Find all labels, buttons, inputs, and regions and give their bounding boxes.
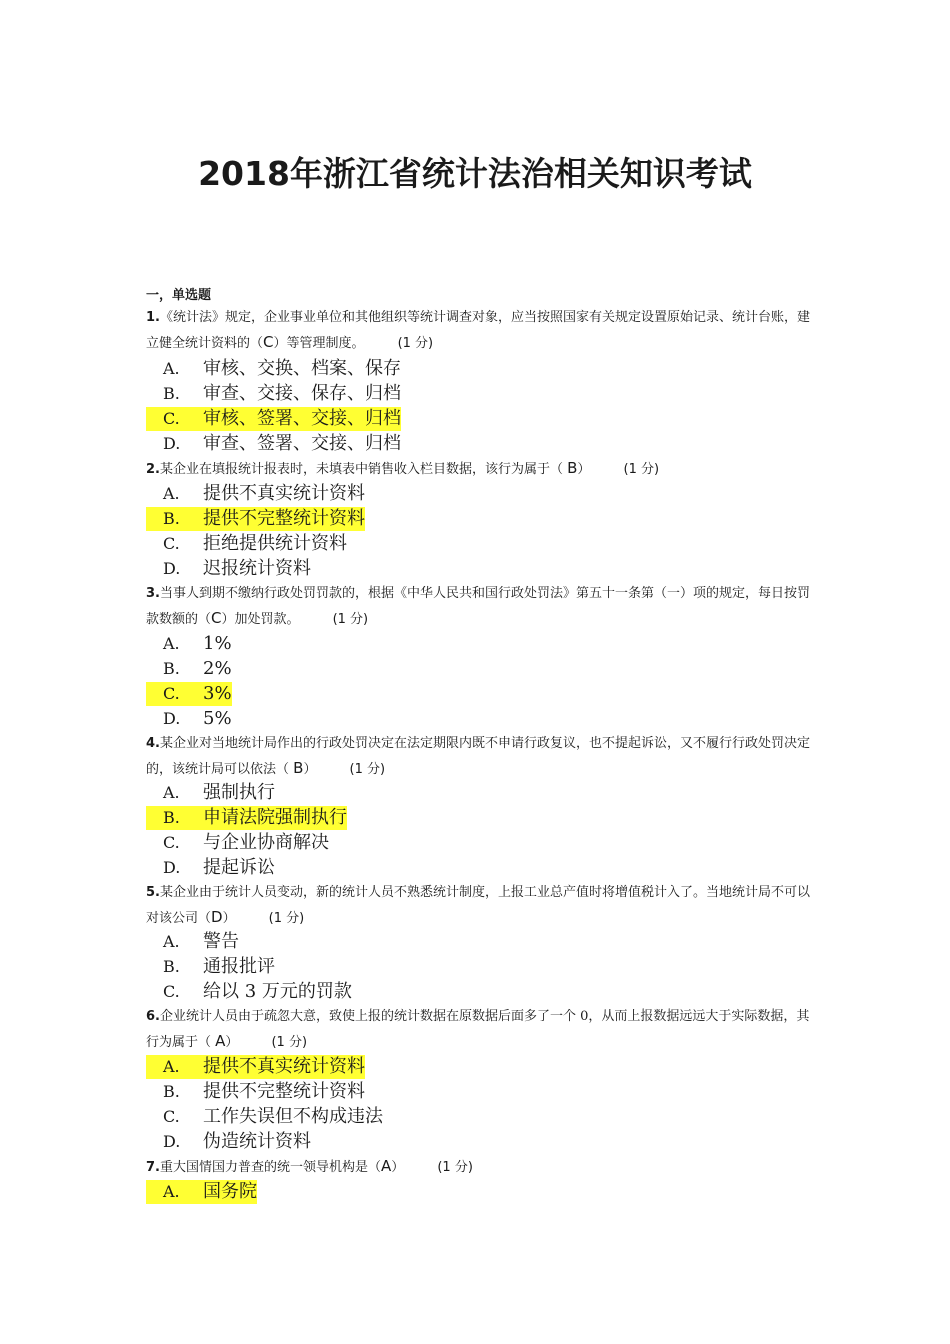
option-letter: C.	[163, 1107, 180, 1126]
option-item	[146, 856, 275, 880]
question-score: (1 分)	[397, 336, 434, 351]
option-letter: B.	[163, 1082, 180, 1101]
option-item-correct	[146, 1055, 365, 1079]
option-letter: D.	[163, 858, 181, 877]
option-item	[146, 980, 352, 1004]
option-letter: C.	[163, 982, 180, 1001]
question-tail: ）	[222, 911, 236, 926]
option-text: 提起诉讼	[203, 857, 275, 878]
option-letter: B.	[163, 808, 180, 827]
question-1	[146, 305, 810, 356]
option-letter: D.	[163, 1132, 181, 1151]
question-text: 重大国情国力普查的统一领导机构是（	[159, 1160, 381, 1175]
question-number: 2.	[146, 462, 160, 477]
question-text: 当事人到期不缴纳行政处罚罚款的，根据《中华人民共和国行政处罚法》第五十一条第（一）项的规定，每日按罚款数额的（	[146, 586, 810, 627]
question-tail: ）	[391, 1160, 405, 1175]
question-4	[146, 731, 810, 782]
answer-mark: A	[381, 1157, 392, 1175]
option-text: 警告	[203, 931, 239, 952]
option-letter: B.	[163, 509, 180, 528]
question-score: (1 分)	[349, 762, 386, 777]
option-item	[146, 781, 275, 805]
question-number: 3.	[146, 586, 160, 601]
option-item	[146, 532, 347, 556]
option-letter: B.	[163, 659, 180, 678]
option-letter: A.	[163, 1182, 180, 1201]
option-text: 3%	[203, 683, 232, 704]
section-heading: 一，单选题	[146, 288, 212, 303]
option-letter: D.	[163, 709, 181, 728]
question-text: 《统计法》规定，企业事业单位和其他组织等统计调查对象，应当按照国家有关规定设置原始记录、统计台账，建立健全统计资料的（	[146, 310, 810, 351]
option-item	[146, 955, 275, 979]
option-text: 提供不真实统计资料	[203, 483, 365, 504]
option-text: 通报批评	[203, 956, 275, 977]
option-item	[146, 930, 239, 954]
option-item-correct	[146, 407, 401, 431]
option-letter: A.	[163, 932, 180, 951]
option-letter: B.	[163, 384, 180, 403]
option-letter: C.	[163, 684, 180, 703]
question-score: (1 分)	[268, 911, 305, 926]
option-text: 2%	[203, 658, 232, 679]
option-item	[146, 632, 232, 656]
option-text: 强制执行	[203, 782, 275, 803]
option-letter: C.	[163, 833, 180, 852]
option-text: 提供不真实统计资料	[203, 1056, 365, 1077]
question-tail: ）	[303, 762, 317, 777]
answer-mark: C	[263, 333, 274, 351]
option-item	[146, 482, 365, 506]
question-number: 7.	[146, 1160, 160, 1175]
option-item	[146, 707, 232, 731]
option-letter: A.	[163, 1057, 180, 1076]
option-item	[146, 657, 232, 681]
option-text: 国务院	[203, 1181, 257, 1202]
option-item-correct	[146, 682, 232, 706]
question-score: (1 分)	[623, 462, 660, 477]
option-item	[146, 1080, 365, 1104]
question-number: 4.	[146, 736, 160, 751]
question-3	[146, 581, 810, 632]
option-item	[146, 557, 311, 581]
option-text: 5%	[203, 708, 232, 729]
question-text: 某企业在填报统计报表时，未填表中销售收入栏目数据，该行为属于（	[159, 462, 568, 477]
question-score: (1 分)	[271, 1035, 308, 1050]
option-letter: D.	[163, 559, 181, 578]
question-number: 1.	[146, 310, 160, 325]
option-letter: A.	[163, 634, 180, 653]
option-letter: A.	[163, 783, 180, 802]
option-item	[146, 382, 401, 406]
option-text: 工作失误但不构成违法	[203, 1106, 383, 1127]
question-text: 企业统计人员由于疏忽大意，致使上报的统计数据在原数据后面多了一个 0，从而上报数据远远大于实际数据，其行为属于（	[146, 1009, 810, 1050]
question-text: 某企业对当地统计局作出的行政处罚决定在法定期限内既不申请行政复议，也不提起诉讼，又不履行行政处罚决定的，该统计局可以依法（	[146, 736, 810, 777]
question-score: (1 分)	[332, 612, 369, 627]
option-letter: D.	[163, 434, 181, 453]
option-text: 提供不完整统计资料	[203, 508, 365, 529]
option-text: 审查、交接、保存、归档	[203, 383, 401, 404]
option-text: 申请法院强制执行	[203, 807, 347, 828]
option-text: 提供不完整统计资料	[203, 1081, 365, 1102]
option-letter: B.	[163, 957, 180, 976]
question-6	[146, 1004, 810, 1055]
option-text: 1%	[203, 633, 232, 654]
option-item	[146, 1130, 311, 1154]
question-7	[146, 1154, 810, 1180]
answer-mark: B	[567, 459, 578, 477]
option-item-correct	[146, 1180, 257, 1204]
option-text: 拒绝提供统计资料	[203, 533, 347, 554]
option-text: 审查、签署、交接、归档	[203, 433, 401, 454]
answer-mark: A	[215, 1032, 226, 1050]
answer-mark: B	[293, 759, 304, 777]
option-text: 与企业协商解决	[203, 832, 329, 853]
option-item	[146, 1105, 383, 1129]
question-tail: ）加处罚款。	[221, 612, 300, 627]
question-text: 某企业由于统计人员变动，新的统计人员不熟悉统计制度，上报工业总产值时将增值税计入了。当地统计局不可以对该公司（	[146, 885, 810, 926]
option-item-correct	[146, 806, 347, 830]
option-letter: C.	[163, 534, 180, 553]
option-text: 给以 3 万元的罚款	[203, 981, 352, 1002]
question-score: (1 分)	[437, 1160, 473, 1175]
option-item	[146, 432, 401, 456]
option-item-correct	[146, 507, 365, 531]
question-tail: ）等管理制度。	[273, 336, 365, 351]
question-number: 5.	[146, 885, 160, 900]
option-letter: A.	[163, 359, 180, 378]
option-text: 伪造统计资料	[203, 1131, 311, 1152]
answer-mark: C	[211, 609, 222, 627]
document-title: 2018年浙江省统计法治相关知识考试	[198, 154, 752, 193]
option-item	[146, 831, 329, 855]
option-letter: A.	[163, 484, 180, 503]
question-tail: ）	[225, 1035, 239, 1050]
question-number: 6.	[146, 1009, 160, 1024]
option-text: 迟报统计资料	[203, 558, 311, 579]
question-5	[146, 880, 810, 931]
option-letter: C.	[163, 409, 180, 428]
answer-mark: D	[211, 908, 223, 926]
option-text: 审核、交换、档案、保存	[203, 358, 401, 379]
option-text: 审核、签署、交接、归档	[203, 408, 401, 429]
option-item	[146, 357, 401, 381]
question-tail: ）	[577, 462, 591, 477]
question-2	[146, 456, 810, 482]
